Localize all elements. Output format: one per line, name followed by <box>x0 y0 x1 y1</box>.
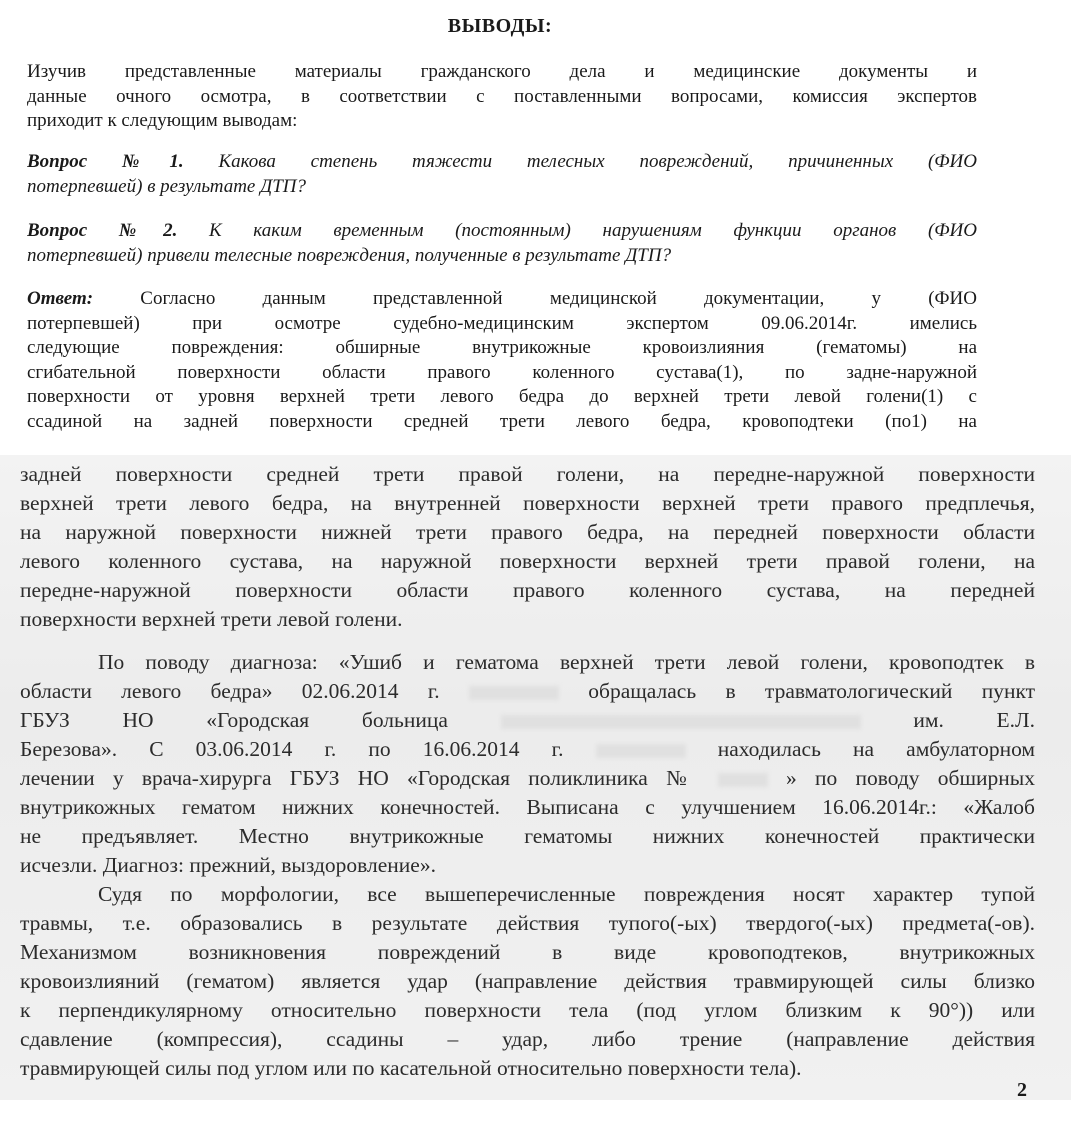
redacted-name <box>718 773 768 787</box>
answer-line: следующие повреждения: обширные внутрикожные кровоизлияния (гематомы) на <box>27 337 977 358</box>
redacted-name <box>596 744 686 758</box>
morphology-line: к перпендикулярному относительно поверхности тела (под углом близким к 90°)) или <box>20 998 1035 1022</box>
answer-line: потерпевшей) при осмотре судебно-медицинским экспертом 09.06.2014г. имелись <box>27 312 977 334</box>
intro-line: приходит к следующим выводам: <box>27 110 298 131</box>
morphology-line: Механизмом возникновения повреждений в виде кровоподтеков, внутрикожных <box>20 940 1035 964</box>
diagnosis-line: области левого бедра» 02.06.2014 г. обращалась в травматологический пункт <box>20 679 1035 703</box>
scan-line: левого коленного сустава, на наружной поверхности верхней трети правой голени, на <box>20 549 1035 573</box>
answer-paragraph <box>27 287 977 434</box>
question-1-text: Какова степень тяжести телесных повреждений, причиненных (ФИО <box>218 151 977 172</box>
morphology-line: кровоизлияний (гематом) является удар (направление действия травмирующей силы близко <box>20 969 1035 993</box>
answer-line: сгибательной поверхности области правого коленного сустава(1), по задне-наружной <box>27 361 977 383</box>
question-2-text: К каким временным (постоянным) нарушениям функции органов (ФИО <box>209 220 977 241</box>
diagnosis-line: ГБУЗ НО «Городская больница им. Е.Л. <box>20 708 1035 732</box>
diagnosis-line: исчезли. Диагноз: прежний, выздоровление». <box>20 853 436 877</box>
question-2-label: Вопрос №2. <box>27 220 178 241</box>
diagnosis-paragraph <box>20 648 1035 880</box>
intro-paragraph <box>27 60 977 134</box>
answer-line: ссадиной на задней поверхности средней трети левого бедра, кровоподтеки (по1) на <box>27 410 977 432</box>
morphology-paragraph <box>20 880 1035 1083</box>
intro-line: Изучив представленные материалы гражданского дела и медицинские документы и <box>27 61 977 82</box>
scan-line: передне-наружной поверхности области правого коленного сустава, на передней <box>20 578 1035 602</box>
diagnosis-line: внутрикожных гематом нижних конечностей. Выписана с улучшением 16.06.2014г.: «Жалоб <box>20 795 1035 819</box>
diagnosis-line: лечении у врача-хирурга ГБУЗ НО «Городская поликлиника № » по поводу обширных <box>20 766 1035 790</box>
redacted-name <box>501 715 861 729</box>
question-1 <box>27 150 977 199</box>
page-number: 2 <box>1017 1079 1027 1101</box>
morphology-line: травмирующей силы под углом или по касательной относительно поверхности тела). <box>20 1056 802 1080</box>
scan-line: на наружной поверхности нижней трети правого бедра, на передней поверхности области <box>20 520 1035 544</box>
question-2 <box>27 219 977 268</box>
page-title: ВЫВОДЫ: <box>447 15 553 37</box>
scan-line: задней поверхности средней трети правой голени, на передне-наружной поверхности <box>20 462 1035 486</box>
scan-line: поверхности верхней трети левой голени. <box>20 607 403 631</box>
morphology-line: сдавление (компрессия), ссадины – удар, либо трение (направление действия <box>20 1027 1035 1051</box>
answer-line: поверхности от уровня верхней трети левого бедра до верхней трети левой голени(1) с <box>27 386 977 407</box>
question-1-label: Вопрос №1. <box>27 151 184 172</box>
intro-line: данные очного осмотра, в соответствии с поставленными вопросами, комиссия экспертов <box>27 85 977 107</box>
question-1-text-cont: потерпевшей) в результате ДТП? <box>27 175 306 197</box>
morphology-line: Судя по морфологии, все вышеперечисленные повреждения носят характер тупой <box>98 882 1035 906</box>
injury-list-continuation <box>20 460 1035 634</box>
morphology-line: травмы, т.е. образовались в результате действия тупого(-ых) твердого(-ых) предмета(-ов). <box>20 911 1035 935</box>
diagnosis-line: Березова». С 03.06.2014 г. по 16.06.2014 г. находилась на амбулаторном <box>20 737 1035 761</box>
diagnosis-line: не предъявляет. Местно внутрикожные гематомы нижних конечностей практически <box>20 824 1035 848</box>
answer-label: Ответ: <box>27 288 94 309</box>
answer-text: Согласно данным представленной медицинской документации, у (ФИО <box>140 288 977 309</box>
redacted-name <box>469 686 559 700</box>
diagnosis-line: По поводу диагноза: «Ушиб и гематома верхней трети левой голени, кровоподтек в <box>98 650 1035 674</box>
question-2-text-cont: потерпевшей) привели телесные повреждения, полученные в результате ДТП? <box>27 244 672 266</box>
scan-line: верхней трети левого бедра, на внутренней поверхности верхней трети правого предплечья, <box>20 491 1035 515</box>
